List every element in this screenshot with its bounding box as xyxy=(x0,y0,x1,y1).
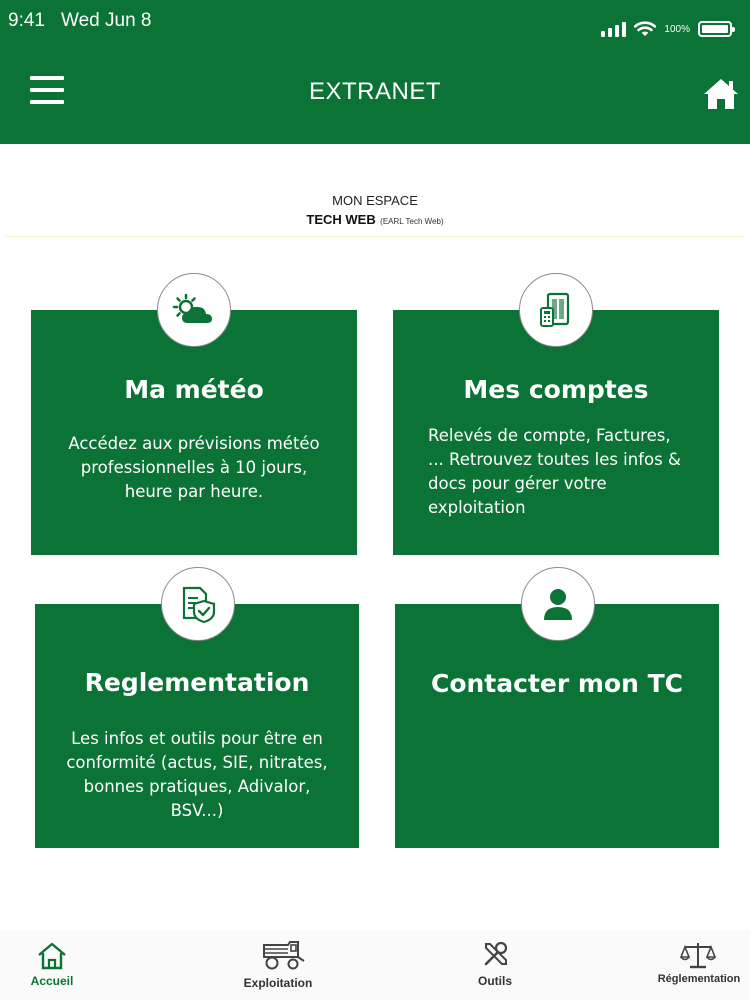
space-company: (EARL Tech Web) xyxy=(380,217,444,226)
home-outline-icon xyxy=(36,941,68,971)
divider xyxy=(5,236,745,237)
card-description: Relevés de compte, Factures, ... Retrouvez toutes les infos & docs pour gérer votre exploitation xyxy=(428,426,681,517)
app-header xyxy=(0,0,750,144)
card-title: Ma météo xyxy=(124,375,264,404)
status-indicators xyxy=(601,17,732,41)
tab-accueil[interactable] xyxy=(14,930,90,1000)
signal-icon xyxy=(601,21,626,37)
scales-icon xyxy=(680,940,716,970)
card-title: Contacter mon TC xyxy=(430,669,684,698)
card-description: Accédez aux prévisions météo professionnelles à 10 jours, heure par heure. xyxy=(68,434,320,501)
tab-label: Exploitation xyxy=(243,976,313,990)
status-date: Wed Jun 8 xyxy=(61,10,152,31)
accounts-documents-icon xyxy=(519,273,593,347)
battery-icon xyxy=(698,21,732,37)
regulation-shield-icon xyxy=(161,567,235,641)
user-contact-icon xyxy=(521,567,595,641)
harvester-icon xyxy=(260,939,306,971)
tab-label: Réglementation xyxy=(657,973,741,985)
card-title: Mes comptes xyxy=(463,375,649,404)
card-description: Les infos et outils pour être en conformité (actus, SIE, nitrates, bonnes pratiques, Adivalor, BSV...) xyxy=(66,729,328,820)
tools-icon xyxy=(482,940,510,968)
tab-exploitation[interactable] xyxy=(230,930,326,1000)
tab-reglementation[interactable] xyxy=(648,930,750,1000)
tab-label: Accueil xyxy=(30,974,74,988)
tab-label: Outils xyxy=(477,974,512,988)
space-name xyxy=(0,211,750,229)
weather-icon xyxy=(157,273,231,347)
bottom-tab-bar xyxy=(0,930,750,1000)
wifi-icon xyxy=(634,21,656,37)
space-label: MON ESPACE xyxy=(332,193,418,208)
card-title: Reglementation xyxy=(84,668,310,697)
home-button[interactable] xyxy=(702,76,740,112)
tab-outils[interactable] xyxy=(460,930,530,1000)
page-title: EXTRANET xyxy=(308,78,441,105)
status-time: 9:41 xyxy=(8,10,45,31)
battery-percent: 100% xyxy=(664,23,690,35)
space-user-name: TECH WEB xyxy=(306,212,376,227)
